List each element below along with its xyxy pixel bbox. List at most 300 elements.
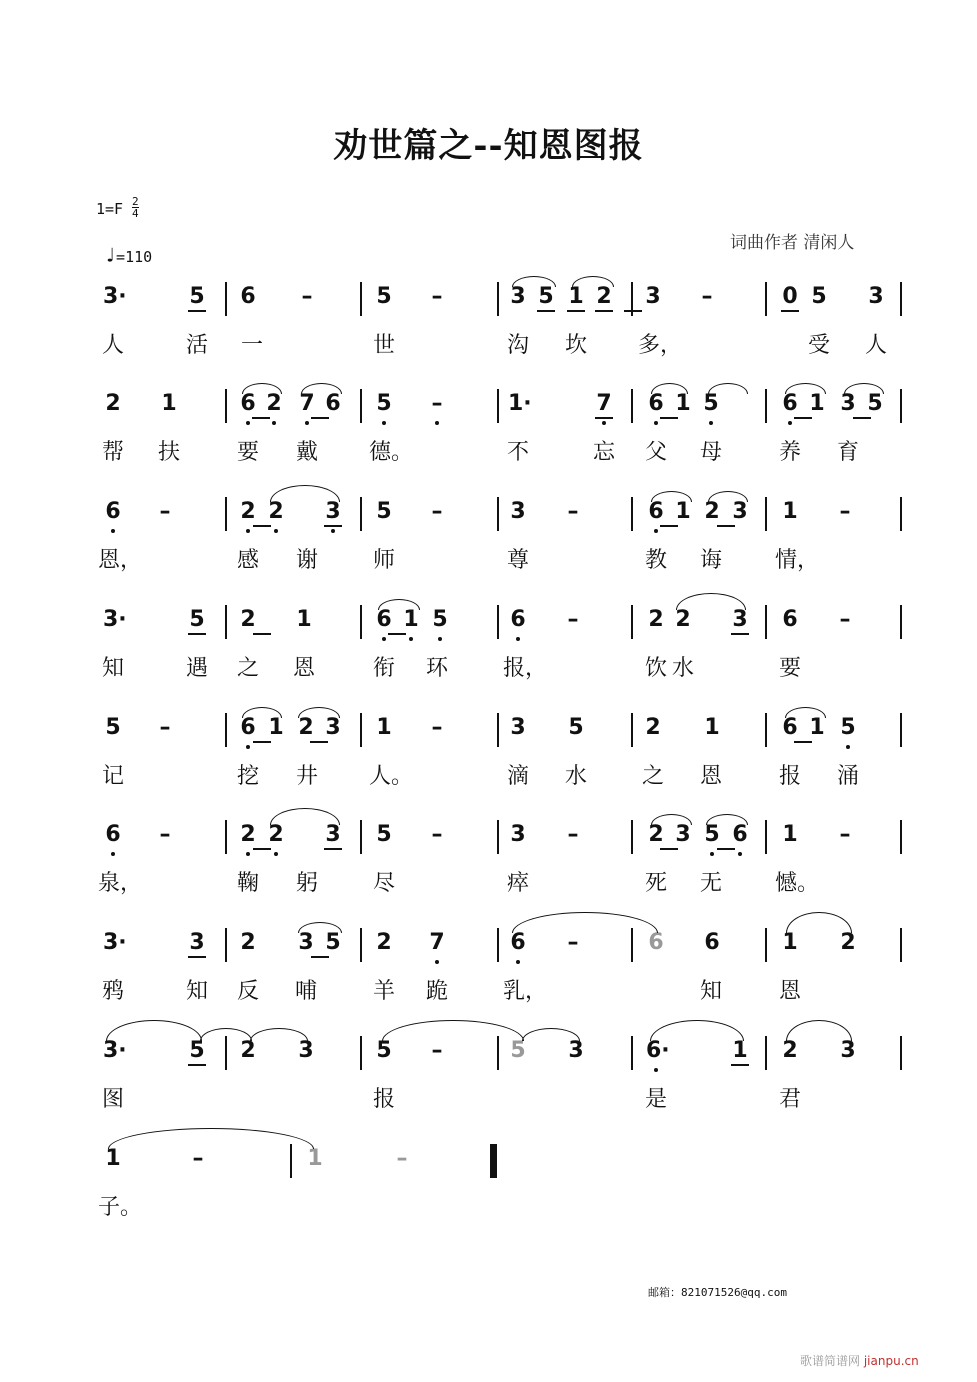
note: 3 — [325, 499, 341, 524]
eighth-underline — [253, 633, 271, 635]
eighth-underline — [717, 525, 735, 527]
lyric-char: 人。 — [369, 764, 414, 789]
lyric-char: 井 — [295, 764, 318, 789]
note: – — [431, 499, 443, 524]
bar-line — [631, 1036, 633, 1070]
slur-arc — [108, 1128, 314, 1149]
eighth-underline — [188, 310, 206, 312]
note: 1 — [675, 499, 691, 524]
note: – — [396, 1146, 408, 1171]
bar-line — [631, 497, 633, 531]
lyric-char: 帮 — [101, 440, 124, 465]
note: 1 — [296, 607, 312, 632]
lyric-char: 沟 — [506, 333, 529, 358]
lyric-char: 师 — [372, 548, 395, 573]
note: 3 — [510, 284, 526, 309]
note: 1 — [809, 715, 825, 740]
note: 6 — [704, 930, 720, 955]
lyric-char: 德。 — [369, 440, 414, 465]
low-octave-dot — [111, 852, 115, 856]
lyric-char: 受 — [807, 333, 830, 358]
note: – — [701, 284, 713, 309]
lyric-char: 父 — [644, 440, 667, 465]
bar-line — [900, 282, 902, 316]
note: 5 — [325, 930, 341, 955]
note: 3· — [103, 284, 127, 309]
note: 3 — [510, 822, 526, 847]
note: 1 — [568, 284, 584, 309]
lyric-char: 跪 — [425, 979, 448, 1004]
slur-arc — [708, 491, 748, 502]
slur-arc — [270, 808, 340, 825]
note: 6 — [782, 607, 798, 632]
note: 7 — [429, 930, 445, 955]
note: 1 — [809, 391, 825, 416]
lyric-char: 世 — [372, 333, 395, 358]
lyric-char: 憾。 — [775, 871, 820, 896]
note: 2 — [645, 715, 661, 740]
low-octave-dot — [274, 529, 278, 533]
note: 5 — [189, 607, 205, 632]
slur-arc — [298, 922, 342, 933]
low-octave-dot — [274, 852, 278, 856]
lyric-char: 瘁 — [506, 871, 529, 896]
bar-line — [497, 282, 499, 316]
lyric-char: 要 — [236, 440, 259, 465]
lyric-char: 鸦 — [101, 979, 124, 1004]
low-octave-dot — [602, 421, 606, 425]
bar-line — [497, 820, 499, 854]
bar-line — [900, 1036, 902, 1070]
note: 2 — [648, 822, 664, 847]
note: 6· — [646, 1038, 670, 1063]
lyric-char: 育 — [836, 440, 859, 465]
note: 6 — [376, 607, 392, 632]
tempo-value: =110 — [116, 248, 153, 266]
slur-arc — [106, 1020, 202, 1041]
lyric-char: 衔 — [372, 656, 395, 681]
bar-line — [225, 389, 227, 423]
note: 6 — [240, 284, 256, 309]
low-octave-dot — [654, 529, 658, 533]
note: 6 — [325, 391, 341, 416]
lyric-char: 尊 — [506, 548, 529, 573]
note: – — [301, 284, 313, 309]
bar-line — [225, 605, 227, 639]
low-octave-dot — [516, 637, 520, 641]
note: 2 — [268, 499, 284, 524]
note: 2 — [266, 391, 282, 416]
lyric-char: 乳， — [503, 979, 548, 1004]
note: 5 — [840, 715, 856, 740]
low-octave-dot — [435, 960, 439, 964]
note: 6 — [510, 607, 526, 632]
lyric-char: 羊 — [372, 979, 395, 1004]
note: 5 — [510, 1038, 526, 1063]
lyric-char: 记 — [101, 764, 124, 789]
bar-line — [900, 928, 902, 962]
bar-line — [765, 1036, 767, 1070]
bar-line — [225, 928, 227, 962]
lyric-char: 之 — [641, 764, 664, 789]
eighth-underline — [324, 525, 342, 527]
note: 3· — [103, 1038, 127, 1063]
eighth-underline — [567, 310, 585, 312]
note: 1 — [704, 715, 720, 740]
note: 3 — [325, 715, 341, 740]
lyric-char: 情， — [775, 548, 820, 573]
eighth-underline — [188, 1064, 206, 1066]
lyric-char: 涌 — [836, 764, 859, 789]
note: 6 — [648, 391, 664, 416]
note: 5 — [376, 284, 392, 309]
slur-arc — [650, 1020, 744, 1041]
note: 3 — [868, 284, 884, 309]
note: 1 — [732, 1038, 748, 1063]
slur-arc — [572, 276, 614, 287]
note: 5 — [811, 284, 827, 309]
watermark — [800, 1352, 919, 1369]
eighth-underline — [595, 310, 613, 312]
time-signature-top: 2 — [132, 195, 139, 208]
bar-line — [497, 713, 499, 747]
note: 3 — [189, 930, 205, 955]
slur-arc — [785, 383, 826, 394]
bar-line — [497, 389, 499, 423]
bar-line — [900, 820, 902, 854]
slur-arc — [785, 707, 826, 718]
note: – — [159, 822, 171, 847]
note: 3· — [103, 930, 127, 955]
note: 3· — [103, 607, 127, 632]
lyric-char: 感 — [236, 548, 259, 573]
lyric-char: 水 — [564, 764, 587, 789]
bar-line — [360, 389, 362, 423]
low-octave-dot — [788, 421, 792, 425]
eighth-underline — [253, 525, 271, 527]
note: 6 — [240, 715, 256, 740]
tempo-marking — [104, 243, 152, 267]
bar-line — [631, 820, 633, 854]
note: 6 — [510, 930, 526, 955]
bar-line — [360, 928, 362, 962]
low-octave-dot — [246, 852, 250, 856]
low-octave-dot — [111, 529, 115, 533]
bar-line — [765, 605, 767, 639]
lyric-char: 挖 — [236, 764, 259, 789]
eighth-underline — [311, 417, 329, 419]
final-bar-line — [490, 1144, 497, 1178]
eighth-underline — [595, 417, 613, 419]
low-octave-dot — [331, 529, 335, 533]
note: 1 — [675, 391, 691, 416]
slur-arc — [250, 1028, 308, 1041]
eighth-underline — [781, 310, 799, 312]
bar-line — [631, 605, 633, 639]
bar-line — [765, 389, 767, 423]
note: 5 — [703, 391, 719, 416]
lyric-char: 戴 — [295, 440, 318, 465]
eighth-underline — [188, 956, 206, 958]
low-octave-dot — [709, 421, 713, 425]
lyric-char: 恩 — [699, 764, 722, 789]
bar-line — [765, 282, 767, 316]
note: 1 — [307, 1146, 323, 1171]
eighth-underline — [624, 310, 642, 312]
note: 1 — [403, 607, 419, 632]
note: 7 — [299, 391, 315, 416]
lyric-char: 养 — [778, 440, 801, 465]
eighth-underline — [731, 1064, 749, 1066]
note: 3 — [298, 930, 314, 955]
lyric-char: 泉， — [98, 871, 143, 896]
lyric-char: 报 — [372, 1087, 395, 1112]
note: – — [567, 822, 579, 847]
eighth-underline — [388, 633, 406, 635]
note: – — [431, 1038, 443, 1063]
bar-line — [360, 605, 362, 639]
lyric-char: 子。 — [98, 1195, 143, 1220]
low-octave-dot — [654, 1068, 658, 1072]
low-octave-dot — [246, 529, 250, 533]
note: 1 — [782, 499, 798, 524]
note: – — [159, 715, 171, 740]
note: 5 — [376, 499, 392, 524]
note: 6 — [105, 499, 121, 524]
bar-line — [360, 713, 362, 747]
note: – — [567, 607, 579, 632]
low-octave-dot — [305, 421, 309, 425]
note: 1 — [105, 1146, 121, 1171]
lyric-char: 反 — [236, 979, 259, 1004]
note: 5 — [376, 391, 392, 416]
note: 6 — [732, 822, 748, 847]
low-octave-dot — [246, 421, 250, 425]
note: 3 — [510, 715, 526, 740]
note: 3 — [732, 607, 748, 632]
eighth-underline — [794, 741, 812, 743]
eighth-underline — [717, 848, 735, 850]
slur-arc — [301, 383, 342, 394]
eighth-underline — [660, 848, 678, 850]
note: 3 — [840, 1038, 856, 1063]
note: 6 — [648, 930, 664, 955]
eighth-underline — [253, 848, 271, 850]
lyric-char: 躬 — [295, 871, 318, 896]
note: 2 — [268, 822, 284, 847]
bar-line — [900, 605, 902, 639]
lyric-char: 教 — [644, 548, 667, 573]
lyric-char: 知 — [699, 979, 722, 1004]
note: 3 — [510, 499, 526, 524]
bar-line — [497, 497, 499, 531]
slur-arc — [200, 1028, 252, 1041]
bar-line — [765, 713, 767, 747]
bar-line — [900, 497, 902, 531]
note: 3 — [840, 391, 856, 416]
bar-line — [225, 1036, 227, 1070]
eighth-underline — [853, 417, 871, 419]
lyric-char: 母 — [699, 440, 722, 465]
lyric-char: 哺 — [294, 979, 317, 1004]
slur-arc — [651, 383, 688, 394]
slur-arc — [242, 383, 282, 394]
bar-line — [360, 282, 362, 316]
slur-arc — [298, 707, 340, 718]
lyric-char: 诲 — [699, 548, 722, 573]
eighth-underline — [537, 310, 555, 312]
eighth-underline — [188, 633, 206, 635]
slur-arc — [378, 599, 420, 610]
eighth-underline — [252, 417, 270, 419]
lyric-char: 不 — [506, 440, 529, 465]
note: 3 — [645, 284, 661, 309]
lyric-char: 报 — [778, 764, 801, 789]
lyric-char: 要 — [778, 656, 801, 681]
bar-line — [497, 928, 499, 962]
lyric-char: 恩 — [292, 656, 315, 681]
note: 2 — [240, 499, 256, 524]
lyric-char: 是 — [644, 1087, 667, 1112]
lyric-char: 多， — [638, 333, 683, 358]
note: 3 — [298, 1038, 314, 1063]
note: 2 — [105, 391, 121, 416]
lyric-char: 尽 — [372, 871, 395, 896]
slur-arc — [382, 1020, 524, 1041]
note: 1· — [508, 391, 532, 416]
bar-line — [290, 1144, 292, 1178]
bar-line — [225, 820, 227, 854]
note: 1 — [161, 391, 177, 416]
note: 5 — [376, 1038, 392, 1063]
page-title: 劝世篇之--知恩图报 — [333, 126, 644, 166]
low-octave-dot — [710, 852, 714, 856]
note: – — [567, 499, 579, 524]
watermark-url: jianpu.cn — [863, 1354, 919, 1368]
slur-arc — [522, 1028, 580, 1041]
note: 2 — [298, 715, 314, 740]
bar-line — [360, 1036, 362, 1070]
note: 2 — [840, 930, 856, 955]
lyric-char: 恩， — [98, 548, 143, 573]
lyric-char: 环 — [425, 656, 448, 681]
slur-arc — [786, 1020, 852, 1041]
note: 5 — [432, 607, 448, 632]
low-octave-dot — [272, 421, 276, 425]
email-footer: 邮箱：821071526@qq.com — [648, 1286, 787, 1299]
note: – — [192, 1146, 204, 1171]
note: – — [839, 822, 851, 847]
lyric-char: 君 — [778, 1087, 801, 1112]
note: – — [431, 715, 443, 740]
bar-line — [497, 1036, 499, 1070]
note: – — [431, 391, 443, 416]
note: 2 — [704, 499, 720, 524]
lyric-char: 遇 — [185, 656, 208, 681]
bar-line — [765, 928, 767, 962]
lyric-char: 谢 — [295, 548, 318, 573]
note: 5 — [189, 284, 205, 309]
time-signature — [132, 196, 139, 219]
lyric-char: 无 — [699, 871, 722, 896]
note: 5 — [704, 822, 720, 847]
slur-arc — [676, 593, 746, 610]
note: – — [839, 607, 851, 632]
eighth-underline — [660, 525, 678, 527]
low-octave-dot — [516, 960, 520, 964]
author-credit: 词曲作者 清闲人 — [730, 233, 855, 253]
low-octave-dot — [382, 421, 386, 425]
bar-line — [631, 928, 633, 962]
low-octave-dot — [654, 421, 658, 425]
lyric-char: 报， — [503, 656, 548, 681]
note: – — [431, 284, 443, 309]
note: – — [839, 499, 851, 524]
slur-arc — [242, 707, 282, 718]
lyric-char: 之 — [236, 656, 259, 681]
note: 6 — [240, 391, 256, 416]
lyric-char: 图 — [101, 1087, 124, 1112]
quarter-note-icon: ♩ — [104, 243, 117, 267]
lyric-char: 知 — [101, 656, 124, 681]
note: 5 — [376, 822, 392, 847]
eighth-underline — [324, 848, 342, 850]
note: 3 — [568, 1038, 584, 1063]
watermark-text: 歌谱简谱网 — [800, 1354, 861, 1368]
slur-arc — [512, 912, 658, 933]
lyric-char: 滴 — [506, 764, 529, 789]
bar-line — [631, 389, 633, 423]
slur-arc — [651, 491, 692, 502]
note: 5 — [568, 715, 584, 740]
note: 7 — [596, 391, 612, 416]
note: 0 — [782, 284, 798, 309]
note: 6 — [782, 715, 798, 740]
note: – — [567, 930, 579, 955]
note: 2 — [648, 607, 664, 632]
eighth-underline — [794, 417, 812, 419]
lyric-char: 活 — [185, 333, 208, 358]
bar-line — [900, 389, 902, 423]
note: 2 — [675, 607, 691, 632]
note: 3 — [325, 822, 341, 847]
low-octave-dot — [438, 637, 442, 641]
slur-arc — [844, 383, 884, 394]
bar-line — [497, 605, 499, 639]
lyric-char: 一 — [240, 333, 263, 358]
lyric-char: 人 — [101, 333, 124, 358]
note: 2 — [240, 1038, 256, 1063]
note: 2 — [596, 284, 612, 309]
bar-line — [765, 497, 767, 531]
note: 2 — [240, 822, 256, 847]
bar-line — [225, 497, 227, 531]
eighth-underline — [310, 741, 328, 743]
lyric-char: 忘 — [592, 440, 615, 465]
lyric-char: 水 — [671, 656, 694, 681]
note: 6 — [782, 391, 798, 416]
lyric-char: 饮 — [644, 656, 667, 681]
slur-arc — [270, 485, 340, 502]
note: 5 — [105, 715, 121, 740]
low-octave-dot — [382, 637, 386, 641]
note: 2 — [376, 930, 392, 955]
note: 6 — [105, 822, 121, 847]
lyric-char: 死 — [644, 871, 667, 896]
bar-line — [360, 497, 362, 531]
note: 5 — [867, 391, 883, 416]
bar-line — [900, 713, 902, 747]
